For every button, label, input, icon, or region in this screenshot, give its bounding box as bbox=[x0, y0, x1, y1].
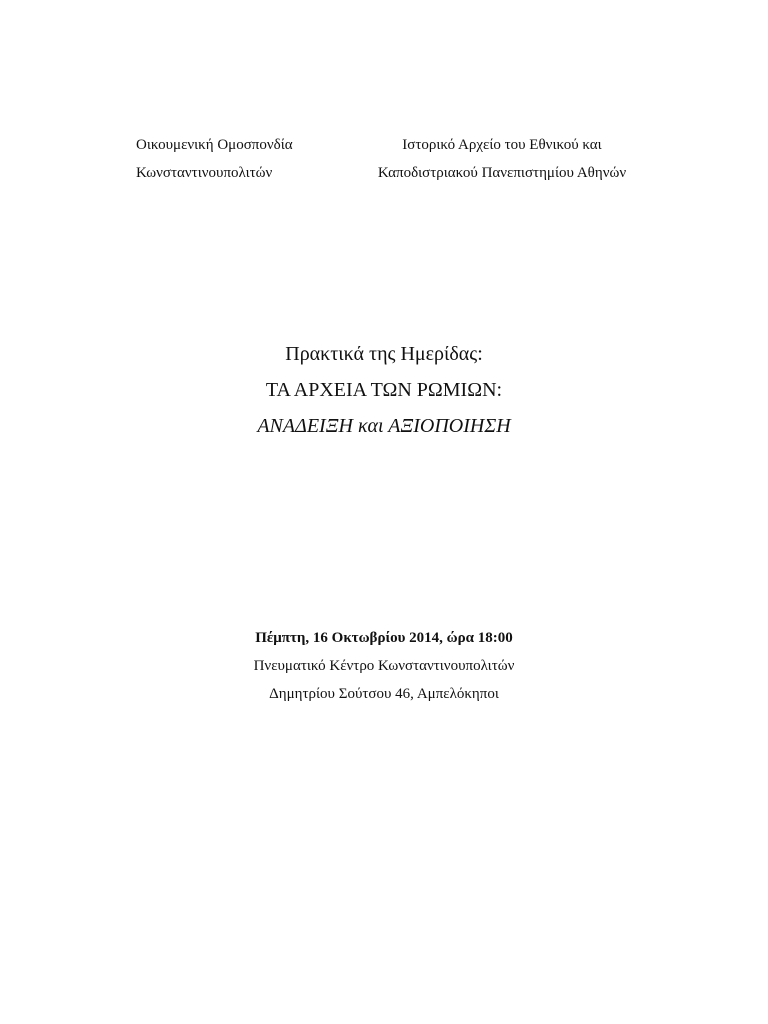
left-organization bbox=[136, 131, 336, 187]
title-main: ΤΑ ΑΡΧΕΙΑ ΤΩΝ ΡΩΜΙΩΝ: bbox=[265, 379, 503, 401]
document-title bbox=[0, 336, 768, 444]
event-address: Δημητρίου Σούτσου 46, Αμπελόκηποι bbox=[269, 686, 499, 702]
event-venue: Πνευματικό Κέντρο Κωνσταντινουπολιτών bbox=[253, 658, 515, 674]
event-details bbox=[0, 624, 768, 708]
right-organization bbox=[352, 131, 652, 187]
right-organization-line1: Ιστορικό Αρχείο του Εθνικού και bbox=[402, 137, 602, 153]
title-subtitle: ΑΝΑΔΕΙΞΗ και ΑΞΙΟΠΟΙΗΣΗ bbox=[257, 415, 511, 437]
event-datetime: Πέμπτη, 16 Οκτωβρίου 2014, ώρα 18:00 bbox=[255, 630, 513, 646]
title-proceedings: Πρακτικά της Ημερίδας: bbox=[285, 343, 483, 365]
right-organization-line2: Καποδιστριακού Πανεπιστημίου Αθηνών bbox=[377, 165, 627, 181]
left-organization-line1: Οικουμενική Ομοσπονδία bbox=[136, 137, 293, 153]
left-organization-line2: Κωνσταντινουπολιτών bbox=[136, 165, 273, 181]
